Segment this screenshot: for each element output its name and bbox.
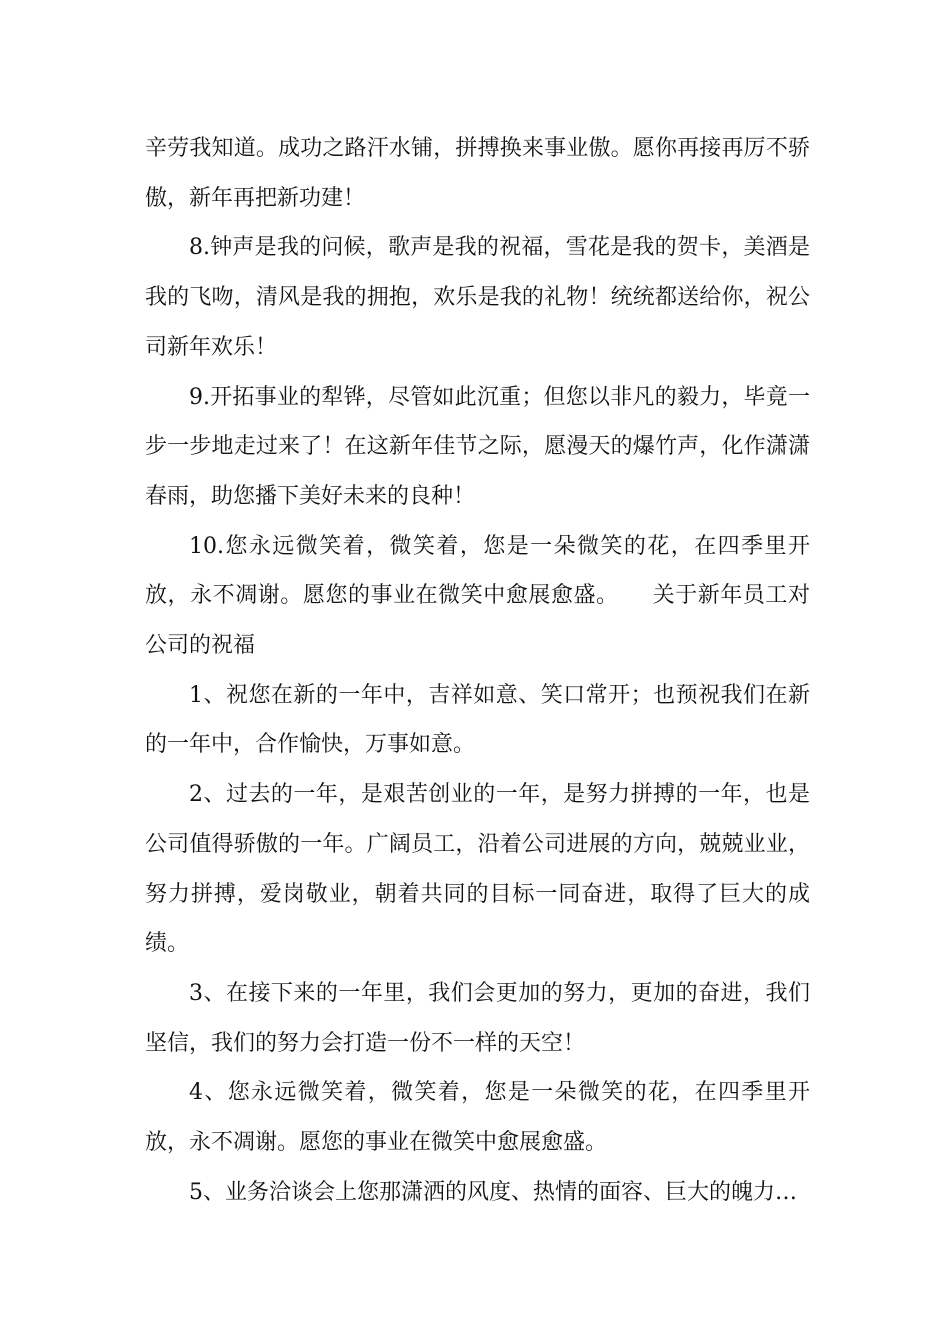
paragraph-wish-10: 10.您永远微笑着，微笑着，您是一朵微笑的花，在四季里开放，永不凋谢。愿您的事业在微笑中愈展愈盛。 关于新年员工对公司的祝福: [145, 533, 810, 659]
paragraph-employee-wish-4: 4、您永远微笑着，微笑着，您是一朵微笑的花，在四季里开放，永不凋谢。愿您的事业在微笑中愈展愈盛。: [145, 1080, 810, 1156]
paragraph-employee-wish-1: 1、祝您在新的一年中，吉祥如意、笑口常开；也预祝我们在新的一年中，合作愉快，万事如意。: [145, 682, 810, 758]
paragraph-wish-9: 9.开拓事业的犁铧，尽管如此沉重；但您以非凡的毅力，毕竟一步一步地走过来了！在这新年佳节之际，愿漫天的爆竹声，化作潇潇春雨，助您播下美好未来的良种！: [145, 384, 810, 509]
paragraph-employee-wish-2: 2、过去的一年，是艰苦创业的一年，是努力拼搏的一年，也是公司值得骄傲的一年。广阔员工，沿着公司进展的方向，兢兢业业，努力拼搏，爱岗敬业，朝着共同的目标一同奋进，取得了巨大的成绩。: [145, 782, 810, 957]
paragraph-employee-wish-3: 3、在接下来的一年里，我们会更加的努力，更加的奋进，我们坚信，我们的努力会打造一份不一样的天空！: [145, 980, 810, 1056]
paragraph-continuation: 辛劳我知道。成功之路汗水铺，拼搏换来事业傲。愿你再接再厉不骄傲，新年再把新功建！: [145, 136, 810, 211]
document-body: [145, 124, 810, 1217]
paragraph-wish-8: 8.钟声是我的问候，歌声是我的祝福，雪花是我的贺卡，美酒是我的飞吻，清风是我的拥抱，欢乐是我的礼物！统统都送给你，祝公司新年欢乐！: [145, 235, 810, 360]
paragraph-employee-wish-5: 5、业务洽谈会上您那潇洒的风度、热情的面容、巨大的魄力…: [189, 1179, 797, 1205]
